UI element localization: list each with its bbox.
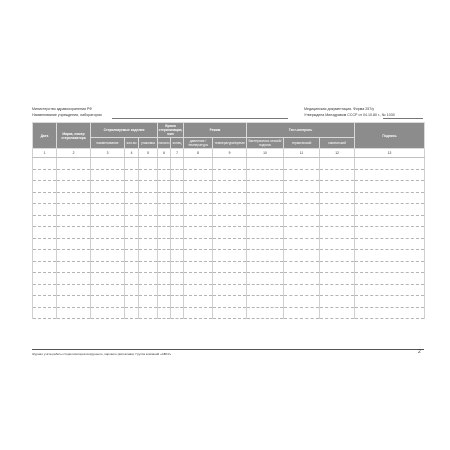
header-left — [32, 107, 102, 118]
entry-cell — [355, 169, 425, 181]
entry-cell — [57, 250, 91, 262]
sterilization-log-table — [32, 122, 424, 319]
entry-cell — [355, 181, 425, 193]
entry-cell — [184, 273, 213, 285]
entry-cell — [213, 261, 247, 273]
entry-cell — [57, 261, 91, 273]
entry-cell — [184, 261, 213, 273]
entry-cell — [125, 204, 139, 216]
col-sterilizer-header: Марка, номер стерилизатора — [57, 123, 91, 149]
entry-cell — [33, 273, 57, 285]
entry-cell — [320, 307, 355, 319]
entry-cell — [355, 273, 425, 285]
entry-cell — [57, 215, 91, 227]
table-row — [33, 169, 425, 181]
entry-cell — [158, 204, 171, 216]
entry-cell — [171, 261, 184, 273]
entry-cell — [320, 250, 355, 262]
entry-cell — [284, 215, 320, 227]
entry-cell — [158, 284, 171, 296]
col-temp-time-header: температура/время — [213, 138, 247, 149]
entry-cell — [355, 284, 425, 296]
entry-cell — [247, 227, 284, 239]
col-end-header: конец — [171, 138, 184, 149]
entry-cell — [320, 273, 355, 285]
entry-cell — [139, 273, 158, 285]
entry-cell — [139, 215, 158, 227]
entry-cell — [184, 169, 213, 181]
column-number: 8 — [184, 149, 213, 158]
entry-cell — [284, 181, 320, 193]
entry-cell — [171, 158, 184, 170]
entry-cell — [125, 215, 139, 227]
entry-cell — [247, 273, 284, 285]
col-date-header: Дата — [33, 123, 57, 149]
entry-cell — [33, 158, 57, 170]
entry-cell — [213, 158, 247, 170]
entry-cell — [33, 296, 57, 308]
entry-cell — [355, 250, 425, 262]
table-row — [33, 250, 425, 262]
table-row — [33, 284, 425, 296]
entry-cell — [184, 307, 213, 319]
entry-cell — [171, 238, 184, 250]
column-number: 10 — [247, 149, 284, 158]
table-row — [33, 261, 425, 273]
column-number: 9 — [213, 149, 247, 158]
entry-cell — [320, 261, 355, 273]
approval-label: Утверждена Минздравом СССР от 04.10.80 г., № 1030 — [304, 112, 395, 117]
entry-cell — [57, 204, 91, 216]
entry-cell — [320, 181, 355, 193]
footer-caption: Журнал учёта работы стерилизаторов воздушного, парового (автоклава). Группа компаний «АВСУ» — [32, 352, 172, 356]
table-row — [33, 192, 425, 204]
entry-cell — [355, 307, 425, 319]
entry-cell — [171, 169, 184, 181]
entry-cell — [320, 204, 355, 216]
entry-cell — [91, 296, 125, 308]
entry-cell — [139, 192, 158, 204]
entry-cell — [125, 169, 139, 181]
entry-cell — [284, 227, 320, 239]
entry-cell — [33, 307, 57, 319]
entry-cell — [184, 204, 213, 216]
col-bacterio-header: бактериологи-ческий/подпись — [248, 139, 282, 147]
entry-cell — [139, 296, 158, 308]
entry-cell — [184, 158, 213, 170]
entry-cell — [247, 158, 284, 170]
col-pressure-header: давление / температура — [184, 138, 213, 149]
column-number-row — [33, 149, 425, 158]
entry-cell — [247, 250, 284, 262]
col-thermal-header: термический — [284, 138, 320, 149]
entry-cell — [139, 158, 158, 170]
entry-cell — [284, 204, 320, 216]
entry-cell — [57, 273, 91, 285]
entry-cell — [125, 284, 139, 296]
entry-cell — [33, 227, 57, 239]
entry-cell — [320, 227, 355, 239]
entry-cell — [158, 296, 171, 308]
entry-cell — [57, 307, 91, 319]
entry-cell — [171, 215, 184, 227]
entry-cell — [158, 227, 171, 239]
table-row — [33, 215, 425, 227]
column-number: 13 — [355, 149, 425, 158]
entry-cell — [33, 284, 57, 296]
entry-cell — [213, 284, 247, 296]
footer-divider — [32, 349, 424, 350]
entry-cell — [171, 250, 184, 262]
col-item-pack-header: упаковка — [139, 138, 158, 149]
entry-cell — [184, 296, 213, 308]
header-right — [304, 107, 395, 118]
entry-cell — [33, 181, 57, 193]
column-number: 7 — [171, 149, 184, 158]
entry-cell — [184, 215, 213, 227]
entry-cell — [158, 261, 171, 273]
entry-cell — [213, 227, 247, 239]
entry-cell — [91, 169, 125, 181]
entry-cell — [247, 296, 284, 308]
entry-cell — [213, 215, 247, 227]
entry-cell — [91, 181, 125, 193]
table-row — [33, 296, 425, 308]
column-number: 2 — [57, 149, 91, 158]
table-row — [33, 158, 425, 170]
entry-cell — [320, 158, 355, 170]
entry-cell — [213, 250, 247, 262]
form-label: Медицинская документация. Форма 257/у — [304, 107, 375, 111]
entry-cell — [213, 307, 247, 319]
entry-cell — [320, 192, 355, 204]
entry-cell — [284, 250, 320, 262]
entry-cell — [91, 215, 125, 227]
entry-cell — [247, 215, 284, 227]
group-test-header: Тест-контроль — [247, 123, 355, 138]
entry-cell — [284, 296, 320, 308]
entry-cell — [158, 238, 171, 250]
entry-cell — [158, 215, 171, 227]
entry-cell — [171, 181, 184, 193]
entry-cell — [57, 158, 91, 170]
entry-cell — [91, 250, 125, 262]
entry-cell — [33, 192, 57, 204]
entry-cell — [57, 181, 91, 193]
entry-cell — [171, 273, 184, 285]
entry-cell — [247, 204, 284, 216]
entry-cell — [184, 227, 213, 239]
entry-cell — [125, 273, 139, 285]
entry-cell — [158, 158, 171, 170]
entry-cell — [125, 307, 139, 319]
entry-cell — [247, 192, 284, 204]
entry-cell — [91, 192, 125, 204]
entry-cell — [355, 158, 425, 170]
entry-cell — [284, 307, 320, 319]
entry-cell — [139, 238, 158, 250]
column-number: 5 — [139, 149, 158, 158]
entry-cell — [125, 250, 139, 262]
entry-cell — [139, 169, 158, 181]
entry-cell — [158, 273, 171, 285]
entry-cell — [320, 169, 355, 181]
entry-cell — [139, 181, 158, 193]
entry-cell — [33, 169, 57, 181]
entry-cell — [125, 238, 139, 250]
entry-cell — [91, 158, 125, 170]
entry-cell — [125, 181, 139, 193]
entry-cell — [184, 192, 213, 204]
entry-cell — [158, 169, 171, 181]
entry-cell — [139, 307, 158, 319]
entry-cell — [171, 296, 184, 308]
entry-cell — [33, 238, 57, 250]
entry-cell — [125, 192, 139, 204]
entry-cell — [171, 192, 184, 204]
col-start-header: начало — [158, 138, 171, 149]
column-number: 6 — [158, 149, 171, 158]
group-time-header: Время стерилизации, мин — [158, 124, 183, 136]
table-row — [33, 181, 425, 193]
entry-cell — [247, 284, 284, 296]
entry-cell — [91, 204, 125, 216]
entry-cell — [213, 192, 247, 204]
entry-cell — [213, 296, 247, 308]
entry-cell — [247, 261, 284, 273]
entry-cell — [213, 204, 247, 216]
entry-cell — [213, 238, 247, 250]
entry-cell — [91, 261, 125, 273]
entry-cell — [213, 273, 247, 285]
entry-cell — [91, 307, 125, 319]
entry-cell — [125, 296, 139, 308]
entry-cell — [284, 238, 320, 250]
entry-cell — [284, 158, 320, 170]
col-item-name-header: наименование — [91, 138, 125, 149]
entry-cell — [247, 169, 284, 181]
entry-cell — [184, 238, 213, 250]
entry-cell — [139, 204, 158, 216]
col-item-qty-header: кол-во — [125, 138, 139, 149]
entry-cell — [125, 261, 139, 273]
entry-cell — [284, 284, 320, 296]
group-items-header: Стерилизуемые изделия — [91, 123, 158, 138]
entry-cell — [213, 169, 247, 181]
entry-cell — [91, 273, 125, 285]
entry-cell — [355, 227, 425, 239]
entry-cell — [184, 250, 213, 262]
institution-label: Наименование учреждения, лаборатории — [32, 112, 102, 117]
entry-cell — [158, 192, 171, 204]
entry-cell — [125, 227, 139, 239]
entry-cell — [57, 169, 91, 181]
form-fill-line — [383, 118, 423, 119]
entry-cell — [171, 227, 184, 239]
entry-cell — [57, 284, 91, 296]
entry-cell — [355, 215, 425, 227]
column-number: 3 — [91, 149, 125, 158]
entry-cell — [139, 227, 158, 239]
col-chemical-header: химический — [320, 138, 355, 149]
entry-cell — [284, 192, 320, 204]
entry-cell — [284, 273, 320, 285]
entry-cell — [139, 284, 158, 296]
entry-cell — [171, 204, 184, 216]
entry-cell — [247, 307, 284, 319]
entry-cell — [247, 181, 284, 193]
entry-cell — [184, 181, 213, 193]
ministry-label: Министерство здравоохранения РФ — [32, 107, 92, 111]
entry-cell — [125, 158, 139, 170]
entry-cell — [184, 284, 213, 296]
institution-fill-line — [112, 118, 288, 119]
journal-page — [20, 92, 430, 362]
entry-cell — [355, 261, 425, 273]
group-mode-header: Режим — [184, 123, 247, 138]
table-row — [33, 307, 425, 319]
entry-cell — [57, 192, 91, 204]
entry-cell — [320, 296, 355, 308]
entry-cell — [355, 296, 425, 308]
column-number: 11 — [284, 149, 320, 158]
entry-cell — [320, 284, 355, 296]
entry-cell — [284, 261, 320, 273]
entry-cell — [57, 238, 91, 250]
table-row — [33, 204, 425, 216]
entry-cell — [355, 238, 425, 250]
entry-cell — [139, 250, 158, 262]
entry-cell — [91, 238, 125, 250]
blank-entry-rows — [33, 158, 425, 319]
entry-cell — [355, 204, 425, 216]
entry-cell — [33, 261, 57, 273]
entry-cell — [33, 204, 57, 216]
entry-cell — [33, 215, 57, 227]
table-row — [33, 238, 425, 250]
column-number: 12 — [320, 149, 355, 158]
table-row — [33, 227, 425, 239]
entry-cell — [158, 181, 171, 193]
entry-cell — [57, 296, 91, 308]
entry-cell — [284, 169, 320, 181]
entry-cell — [213, 181, 247, 193]
entry-cell — [158, 307, 171, 319]
column-number: 4 — [125, 149, 139, 158]
entry-cell — [57, 227, 91, 239]
entry-cell — [91, 284, 125, 296]
entry-cell — [171, 284, 184, 296]
entry-cell — [91, 227, 125, 239]
entry-cell — [320, 238, 355, 250]
entry-cell — [158, 250, 171, 262]
table-row — [33, 273, 425, 285]
entry-cell — [33, 250, 57, 262]
entry-cell — [171, 307, 184, 319]
page-number: 2 — [418, 349, 421, 355]
entry-cell — [320, 215, 355, 227]
column-number: 1 — [33, 149, 57, 158]
entry-cell — [139, 261, 158, 273]
entry-cell — [355, 192, 425, 204]
entry-cell — [247, 238, 284, 250]
col-signature-header: Подпись — [355, 123, 425, 149]
